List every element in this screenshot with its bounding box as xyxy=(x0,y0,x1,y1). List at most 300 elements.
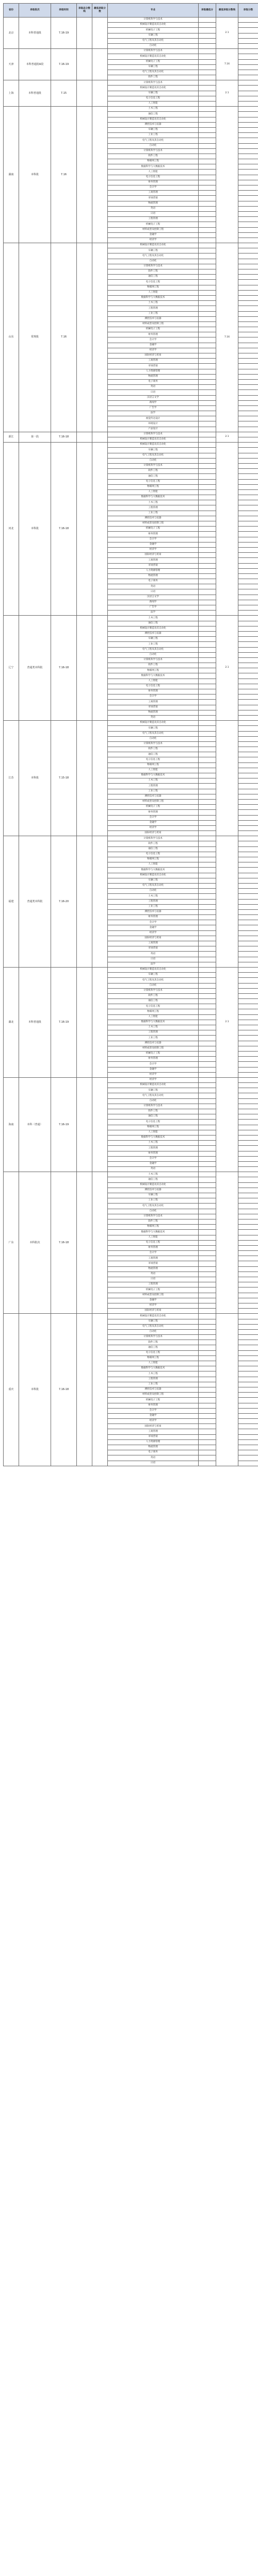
major-cell: 车辆工程 xyxy=(108,33,199,38)
date-cell: 7.16-18 xyxy=(51,1172,77,1314)
score-cell xyxy=(238,773,258,778)
lowest-score-cell xyxy=(199,941,216,946)
score-cell xyxy=(238,967,258,972)
major-cell: 汉语言文学 xyxy=(108,395,199,400)
lowest-score-cell xyxy=(199,527,216,532)
score-cell xyxy=(238,1377,258,1382)
major-cell: 英语 xyxy=(108,715,199,720)
score-cell xyxy=(238,752,258,757)
score-cell xyxy=(238,820,258,825)
date-cell: 7.16-19 xyxy=(51,49,77,80)
lowest-score-cell xyxy=(199,679,216,684)
major-cell: 计算机科学与技术 xyxy=(108,657,199,663)
lowest-score-cell xyxy=(199,385,216,390)
score-cell xyxy=(238,778,258,784)
batch-cell: 本科普通批 xyxy=(19,80,51,107)
lowest-score-cell xyxy=(199,54,216,59)
major-cell: 自动化 xyxy=(108,143,199,148)
lowest-score-cell xyxy=(199,500,216,505)
major-cell: 国际经济与贸易 xyxy=(108,1309,199,1314)
major-cell: 物联网工程 xyxy=(108,1355,199,1361)
lowest-score-cell xyxy=(199,558,216,563)
major-cell: 工程管理 xyxy=(108,1146,199,1151)
major-cell: 物联网工程 xyxy=(108,762,199,768)
score-cell xyxy=(238,957,258,962)
lowest-score-cell xyxy=(199,883,216,888)
score-cell xyxy=(238,878,258,883)
major-cell: 市场营销 xyxy=(108,946,199,952)
score-cell xyxy=(238,1083,258,1088)
score-cell xyxy=(238,1014,258,1020)
major-cell: 金融学 xyxy=(108,232,199,238)
lowest-score-cell xyxy=(199,148,216,154)
score-cell xyxy=(238,805,258,810)
total-line-cell xyxy=(77,836,92,968)
score-cell xyxy=(238,700,258,705)
score-cell xyxy=(238,1461,258,1466)
major-cell: 工业工程 xyxy=(108,789,199,794)
major-cell: 数据科学与大数据技术 xyxy=(108,295,199,300)
lowest-score-cell xyxy=(199,579,216,584)
lowest-score-cell xyxy=(199,222,216,227)
score-cell xyxy=(238,563,258,568)
score-cell xyxy=(238,1455,258,1461)
major-cell: 材料成型及控制工程 xyxy=(108,799,199,804)
lowest-score-cell xyxy=(199,741,216,747)
score-cell xyxy=(238,616,258,621)
score-cell xyxy=(238,527,258,532)
lowest-score-cell xyxy=(199,484,216,489)
score-cell xyxy=(238,1141,258,1146)
major-cell: 工业工程 xyxy=(108,642,199,647)
lowest-score-cell xyxy=(199,1188,216,1193)
lowest-score-cell xyxy=(199,799,216,804)
lowest-score-cell xyxy=(199,1020,216,1025)
cutoff-cell xyxy=(216,836,238,968)
lowest-score-cell xyxy=(199,805,216,810)
score-cell xyxy=(238,904,258,909)
score-cell xyxy=(238,941,258,946)
table-header xyxy=(4,4,258,18)
major-cell: 英语 xyxy=(108,1167,199,1172)
major-cell: 通信工程 xyxy=(108,112,199,117)
major-cell: 自动化 xyxy=(108,1098,199,1104)
score-cell xyxy=(238,86,258,91)
score-cell xyxy=(238,1340,258,1345)
score-cell xyxy=(238,642,258,647)
major-cell: 电子信息工程 xyxy=(108,757,199,762)
score-cell xyxy=(238,962,258,967)
province-cell: 湖北 xyxy=(4,967,19,1077)
major-cell: 财务管理 xyxy=(108,1151,199,1156)
batch-cell: 本科批次 xyxy=(19,1172,51,1314)
lowest-score-cell xyxy=(199,1319,216,1324)
major-cell: 人工智能 xyxy=(108,768,199,773)
batch-cell: 本科批 xyxy=(19,1314,51,1466)
score-cell xyxy=(238,43,258,48)
major-cell: 会计学 xyxy=(108,1251,199,1256)
major-cell: 通信工程 xyxy=(108,621,199,626)
lowest-score-cell xyxy=(199,1287,216,1293)
major-cell: 土木工程 xyxy=(108,500,199,505)
major-cell: 车辆工程 xyxy=(108,448,199,453)
major-cell: 电气工程及其自动化 xyxy=(108,70,199,75)
lowest-score-cell xyxy=(199,511,216,516)
score-cell xyxy=(238,579,258,584)
score-cell xyxy=(238,626,258,631)
province-cell: 北京 xyxy=(4,18,19,49)
total-line-cell xyxy=(77,80,92,107)
score-cell xyxy=(238,573,258,579)
score-cell xyxy=(238,1041,258,1046)
major-cell: 经济学 xyxy=(108,930,199,936)
lowest-score-cell xyxy=(199,474,216,479)
total-line-cell xyxy=(77,107,92,243)
score-cell xyxy=(238,810,258,815)
major-cell: 金融学 xyxy=(108,1413,199,1418)
lowest-score-cell xyxy=(199,1251,216,1256)
min-score-cell xyxy=(92,967,108,1077)
lowest-score-cell xyxy=(199,180,216,185)
score-cell xyxy=(238,799,258,804)
major-cell: 计算机科学与技术 xyxy=(108,1214,199,1219)
score-cell xyxy=(238,232,258,238)
lowest-score-cell xyxy=(199,915,216,920)
major-cell: 物联网工程 xyxy=(108,1125,199,1130)
score-cell xyxy=(238,1324,258,1329)
lowest-score-cell xyxy=(199,1193,216,1198)
score-cell xyxy=(238,689,258,694)
lowest-score-cell xyxy=(199,201,216,206)
score-cell xyxy=(238,421,258,427)
lowest-score-cell xyxy=(199,1214,216,1219)
lowest-score-cell xyxy=(199,873,216,878)
score-cell xyxy=(238,222,258,227)
header-lowest: 录取最低分 xyxy=(199,4,216,18)
score-cell xyxy=(238,316,258,321)
batch-cell: 本科普通批A段 xyxy=(19,49,51,80)
score-cell xyxy=(238,405,258,411)
major-cell: 工程管理 xyxy=(108,306,199,311)
score-cell xyxy=(238,1104,258,1109)
major-cell: 数据科学与大数据技术 xyxy=(108,1366,199,1371)
major-cell: 机械电子工程 xyxy=(108,1051,199,1056)
lowest-score-cell xyxy=(199,715,216,720)
score-cell xyxy=(238,516,258,521)
major-cell: 土木工程 xyxy=(108,894,199,899)
score-cell xyxy=(238,196,258,201)
lowest-score-cell xyxy=(199,747,216,752)
lowest-score-cell xyxy=(199,170,216,175)
major-cell: 数据科学与大数据技术 xyxy=(108,773,199,778)
min-score-cell xyxy=(92,1077,108,1172)
lowest-score-cell xyxy=(199,1434,216,1439)
score-cell xyxy=(238,973,258,978)
major-cell: 通信工程 xyxy=(108,1177,199,1182)
score-cell xyxy=(238,836,258,841)
lowest-score-cell xyxy=(199,673,216,679)
lowest-score-cell xyxy=(199,395,216,400)
major-cell: 工业工程 xyxy=(108,311,199,316)
score-cell xyxy=(238,553,258,558)
score-cell xyxy=(238,589,258,595)
score-cell xyxy=(238,883,258,888)
major-cell: 电子信息工程 xyxy=(108,1004,199,1009)
lowest-score-cell xyxy=(199,1067,216,1072)
lowest-score-cell xyxy=(199,443,216,448)
lowest-score-cell xyxy=(199,1240,216,1245)
score-cell xyxy=(238,379,258,384)
major-cell: 人力资源管理 xyxy=(108,369,199,374)
major-cell: 自动化 xyxy=(108,458,199,463)
lowest-score-cell xyxy=(199,1167,216,1172)
score-cell xyxy=(238,1009,258,1014)
total-line-cell xyxy=(77,443,92,616)
lowest-score-cell xyxy=(199,416,216,421)
major-cell: 财务管理 xyxy=(108,810,199,815)
score-cell xyxy=(238,227,258,232)
province-cell: 福建 xyxy=(4,836,19,968)
score-cell xyxy=(238,1161,258,1166)
major-cell: 经济学 xyxy=(108,825,199,831)
major-cell: 计算机科学与技术 xyxy=(108,49,199,54)
score-cell xyxy=(238,489,258,495)
date-cell: 7.16-18 xyxy=(51,1314,77,1466)
score-cell xyxy=(238,1219,258,1224)
major-cell: 人工智能 xyxy=(108,1235,199,1240)
major-cell: 车辆工程 xyxy=(108,91,199,96)
score-cell xyxy=(238,1077,258,1082)
major-cell: 机械电子工程 xyxy=(108,59,199,64)
score-cell xyxy=(238,1051,258,1056)
lowest-score-cell xyxy=(199,33,216,38)
score-cell xyxy=(238,411,258,416)
lowest-score-cell xyxy=(199,28,216,33)
score-cell xyxy=(238,621,258,626)
lowest-score-cell xyxy=(199,789,216,794)
lowest-score-cell xyxy=(199,894,216,899)
major-cell: 物联网工程 xyxy=(108,285,199,290)
major-cell: 电子信息工程 xyxy=(108,1240,199,1245)
major-cell: 机械设计制造及其自动化 xyxy=(108,967,199,972)
major-cell: 新闻学 xyxy=(108,600,199,605)
lowest-score-cell xyxy=(199,568,216,573)
lowest-score-cell xyxy=(199,700,216,705)
score-cell xyxy=(238,332,258,337)
lowest-score-cell xyxy=(199,1272,216,1277)
cutoff-cell xyxy=(216,721,238,836)
lowest-score-cell xyxy=(199,952,216,957)
lowest-score-cell xyxy=(199,1230,216,1235)
lowest-score-cell xyxy=(199,1314,216,1319)
score-cell xyxy=(238,33,258,38)
score-cell xyxy=(238,1167,258,1172)
lowest-score-cell xyxy=(199,243,216,248)
score-cell xyxy=(238,185,258,191)
score-cell xyxy=(238,1146,258,1151)
lowest-score-cell xyxy=(199,1429,216,1434)
major-cell: 广告学 xyxy=(108,405,199,411)
lowest-score-cell xyxy=(199,185,216,191)
major-cell: 英语 xyxy=(108,952,199,957)
major-cell: 机械电子工程 xyxy=(108,1287,199,1293)
lowest-score-cell xyxy=(199,43,216,48)
score-cell xyxy=(238,133,258,138)
score-cell xyxy=(238,532,258,537)
major-cell: 电子商务 xyxy=(108,379,199,384)
lowest-score-cell xyxy=(199,657,216,663)
score-cell xyxy=(238,784,258,789)
date-cell: 7.16 xyxy=(51,107,77,243)
score-cell xyxy=(238,458,258,463)
total-line-cell xyxy=(77,1077,92,1172)
lowest-score-cell xyxy=(199,1382,216,1387)
score-cell xyxy=(238,899,258,904)
lowest-score-cell xyxy=(199,432,216,437)
score-cell xyxy=(238,1434,258,1439)
major-cell: 法学 xyxy=(108,962,199,967)
major-cell: 机械设计制造及其自动化 xyxy=(108,443,199,448)
lowest-score-cell xyxy=(199,820,216,825)
score-cell xyxy=(238,54,258,59)
batch-cell: 本科（普通） xyxy=(19,1077,51,1172)
score-cell xyxy=(238,831,258,836)
major-cell: 自动化 xyxy=(108,1209,199,1214)
table-row xyxy=(4,616,258,621)
lowest-score-cell xyxy=(199,757,216,762)
lowest-score-cell xyxy=(199,217,216,222)
score-cell xyxy=(238,1109,258,1114)
score-cell xyxy=(238,909,258,914)
lowest-score-cell xyxy=(199,1209,216,1214)
batch-cell: 普通类本科批 xyxy=(19,836,51,968)
lowest-score-cell xyxy=(199,306,216,311)
major-cell: 机械设计制造及其自动化 xyxy=(108,1314,199,1319)
lowest-score-cell xyxy=(199,269,216,275)
major-cell: 物联网工程 xyxy=(108,1225,199,1230)
lowest-score-cell xyxy=(199,1408,216,1413)
province-cell: 浙江 xyxy=(4,432,19,442)
lowest-score-cell xyxy=(199,227,216,232)
score-cell xyxy=(238,1424,258,1429)
major-cell: 车辆工程 xyxy=(108,726,199,731)
major-cell: 机械电子工程 xyxy=(108,327,199,332)
major-cell: 物联网工程 xyxy=(108,668,199,673)
lowest-score-cell xyxy=(199,721,216,726)
lowest-score-cell xyxy=(199,694,216,700)
header-cutoff: 最低录取分数线 xyxy=(216,4,238,18)
score-cell xyxy=(238,191,258,196)
major-cell: 计算机科学与技术 xyxy=(108,432,199,437)
major-cell: 经济学 xyxy=(108,1419,199,1424)
major-cell: 电气工程及其自动化 xyxy=(108,138,199,143)
score-cell xyxy=(238,1256,258,1261)
score-cell xyxy=(238,96,258,101)
lowest-score-cell xyxy=(199,1298,216,1303)
lowest-score-cell xyxy=(199,327,216,332)
major-cell: 日语 xyxy=(108,589,199,595)
lowest-score-cell xyxy=(199,206,216,211)
lowest-score-cell xyxy=(199,532,216,537)
date-cell: 7.15 xyxy=(51,80,77,107)
major-cell: 物流管理 xyxy=(108,1445,199,1450)
lowest-score-cell xyxy=(199,1377,216,1382)
major-cell: 软件工程 xyxy=(108,75,199,80)
major-cell: 机械设计制造及其自动化 xyxy=(108,1182,199,1188)
major-cell: 金融学 xyxy=(108,820,199,825)
score-cell xyxy=(238,327,258,332)
score-cell xyxy=(238,768,258,773)
major-cell: 日语 xyxy=(108,957,199,962)
lowest-score-cell xyxy=(199,1393,216,1398)
lowest-score-cell xyxy=(199,1461,216,1466)
lowest-score-cell xyxy=(199,316,216,321)
province-cell: 海南 xyxy=(4,1077,19,1172)
score-cell xyxy=(238,23,258,28)
score-cell xyxy=(238,731,258,736)
score-cell xyxy=(238,652,258,657)
lowest-score-cell xyxy=(199,91,216,96)
major-cell: 工商管理 xyxy=(108,359,199,364)
major-cell: 计算机科学与技术 xyxy=(108,836,199,841)
major-cell: 土木工程 xyxy=(108,107,199,112)
score-cell xyxy=(238,28,258,33)
province-cell: 河北 xyxy=(4,443,19,616)
major-cell: 电气工程及其自动化 xyxy=(108,978,199,983)
table-row xyxy=(4,432,258,437)
lowest-score-cell xyxy=(199,1355,216,1361)
major-cell: 工程管理 xyxy=(108,1282,199,1287)
score-cell xyxy=(238,999,258,1004)
score-cell xyxy=(238,170,258,175)
lowest-score-cell xyxy=(199,1450,216,1455)
score-cell xyxy=(238,364,258,369)
major-cell: 计算机科学与技术 xyxy=(108,1335,199,1340)
major-cell: 物流管理 xyxy=(108,374,199,379)
major-cell: 电子信息工程 xyxy=(108,96,199,101)
lowest-score-cell xyxy=(199,311,216,316)
major-cell: 计算机科学与技术 xyxy=(108,463,199,468)
major-cell: 工商管理 xyxy=(108,1256,199,1261)
lowest-score-cell xyxy=(199,1014,216,1020)
score-cell xyxy=(238,694,258,700)
score-cell xyxy=(238,117,258,122)
major-cell: 工商管理 xyxy=(108,700,199,705)
score-cell xyxy=(238,841,258,846)
province-cell: 山东 xyxy=(4,243,19,432)
score-cell xyxy=(238,952,258,957)
score-cell xyxy=(238,1067,258,1072)
lowest-score-cell xyxy=(199,768,216,773)
score-cell xyxy=(238,1130,258,1135)
lowest-score-cell xyxy=(199,285,216,290)
major-cell: 测控技术与仪器 xyxy=(108,909,199,914)
province-cell: 重庆 xyxy=(4,1314,19,1466)
score-cell xyxy=(238,789,258,794)
table-row xyxy=(4,1314,258,1319)
lowest-score-cell xyxy=(199,1245,216,1250)
score-cell xyxy=(238,1093,258,1098)
score-cell xyxy=(238,337,258,343)
major-cell: 测控技术与仪器 xyxy=(108,316,199,321)
lowest-score-cell xyxy=(199,1424,216,1429)
min-score-cell xyxy=(92,443,108,616)
major-cell: 软件工程 xyxy=(108,747,199,752)
major-cell: 会计学 xyxy=(108,337,199,343)
major-cell: 工程管理 xyxy=(108,1377,199,1382)
lowest-score-cell xyxy=(199,1151,216,1156)
score-cell xyxy=(238,164,258,170)
